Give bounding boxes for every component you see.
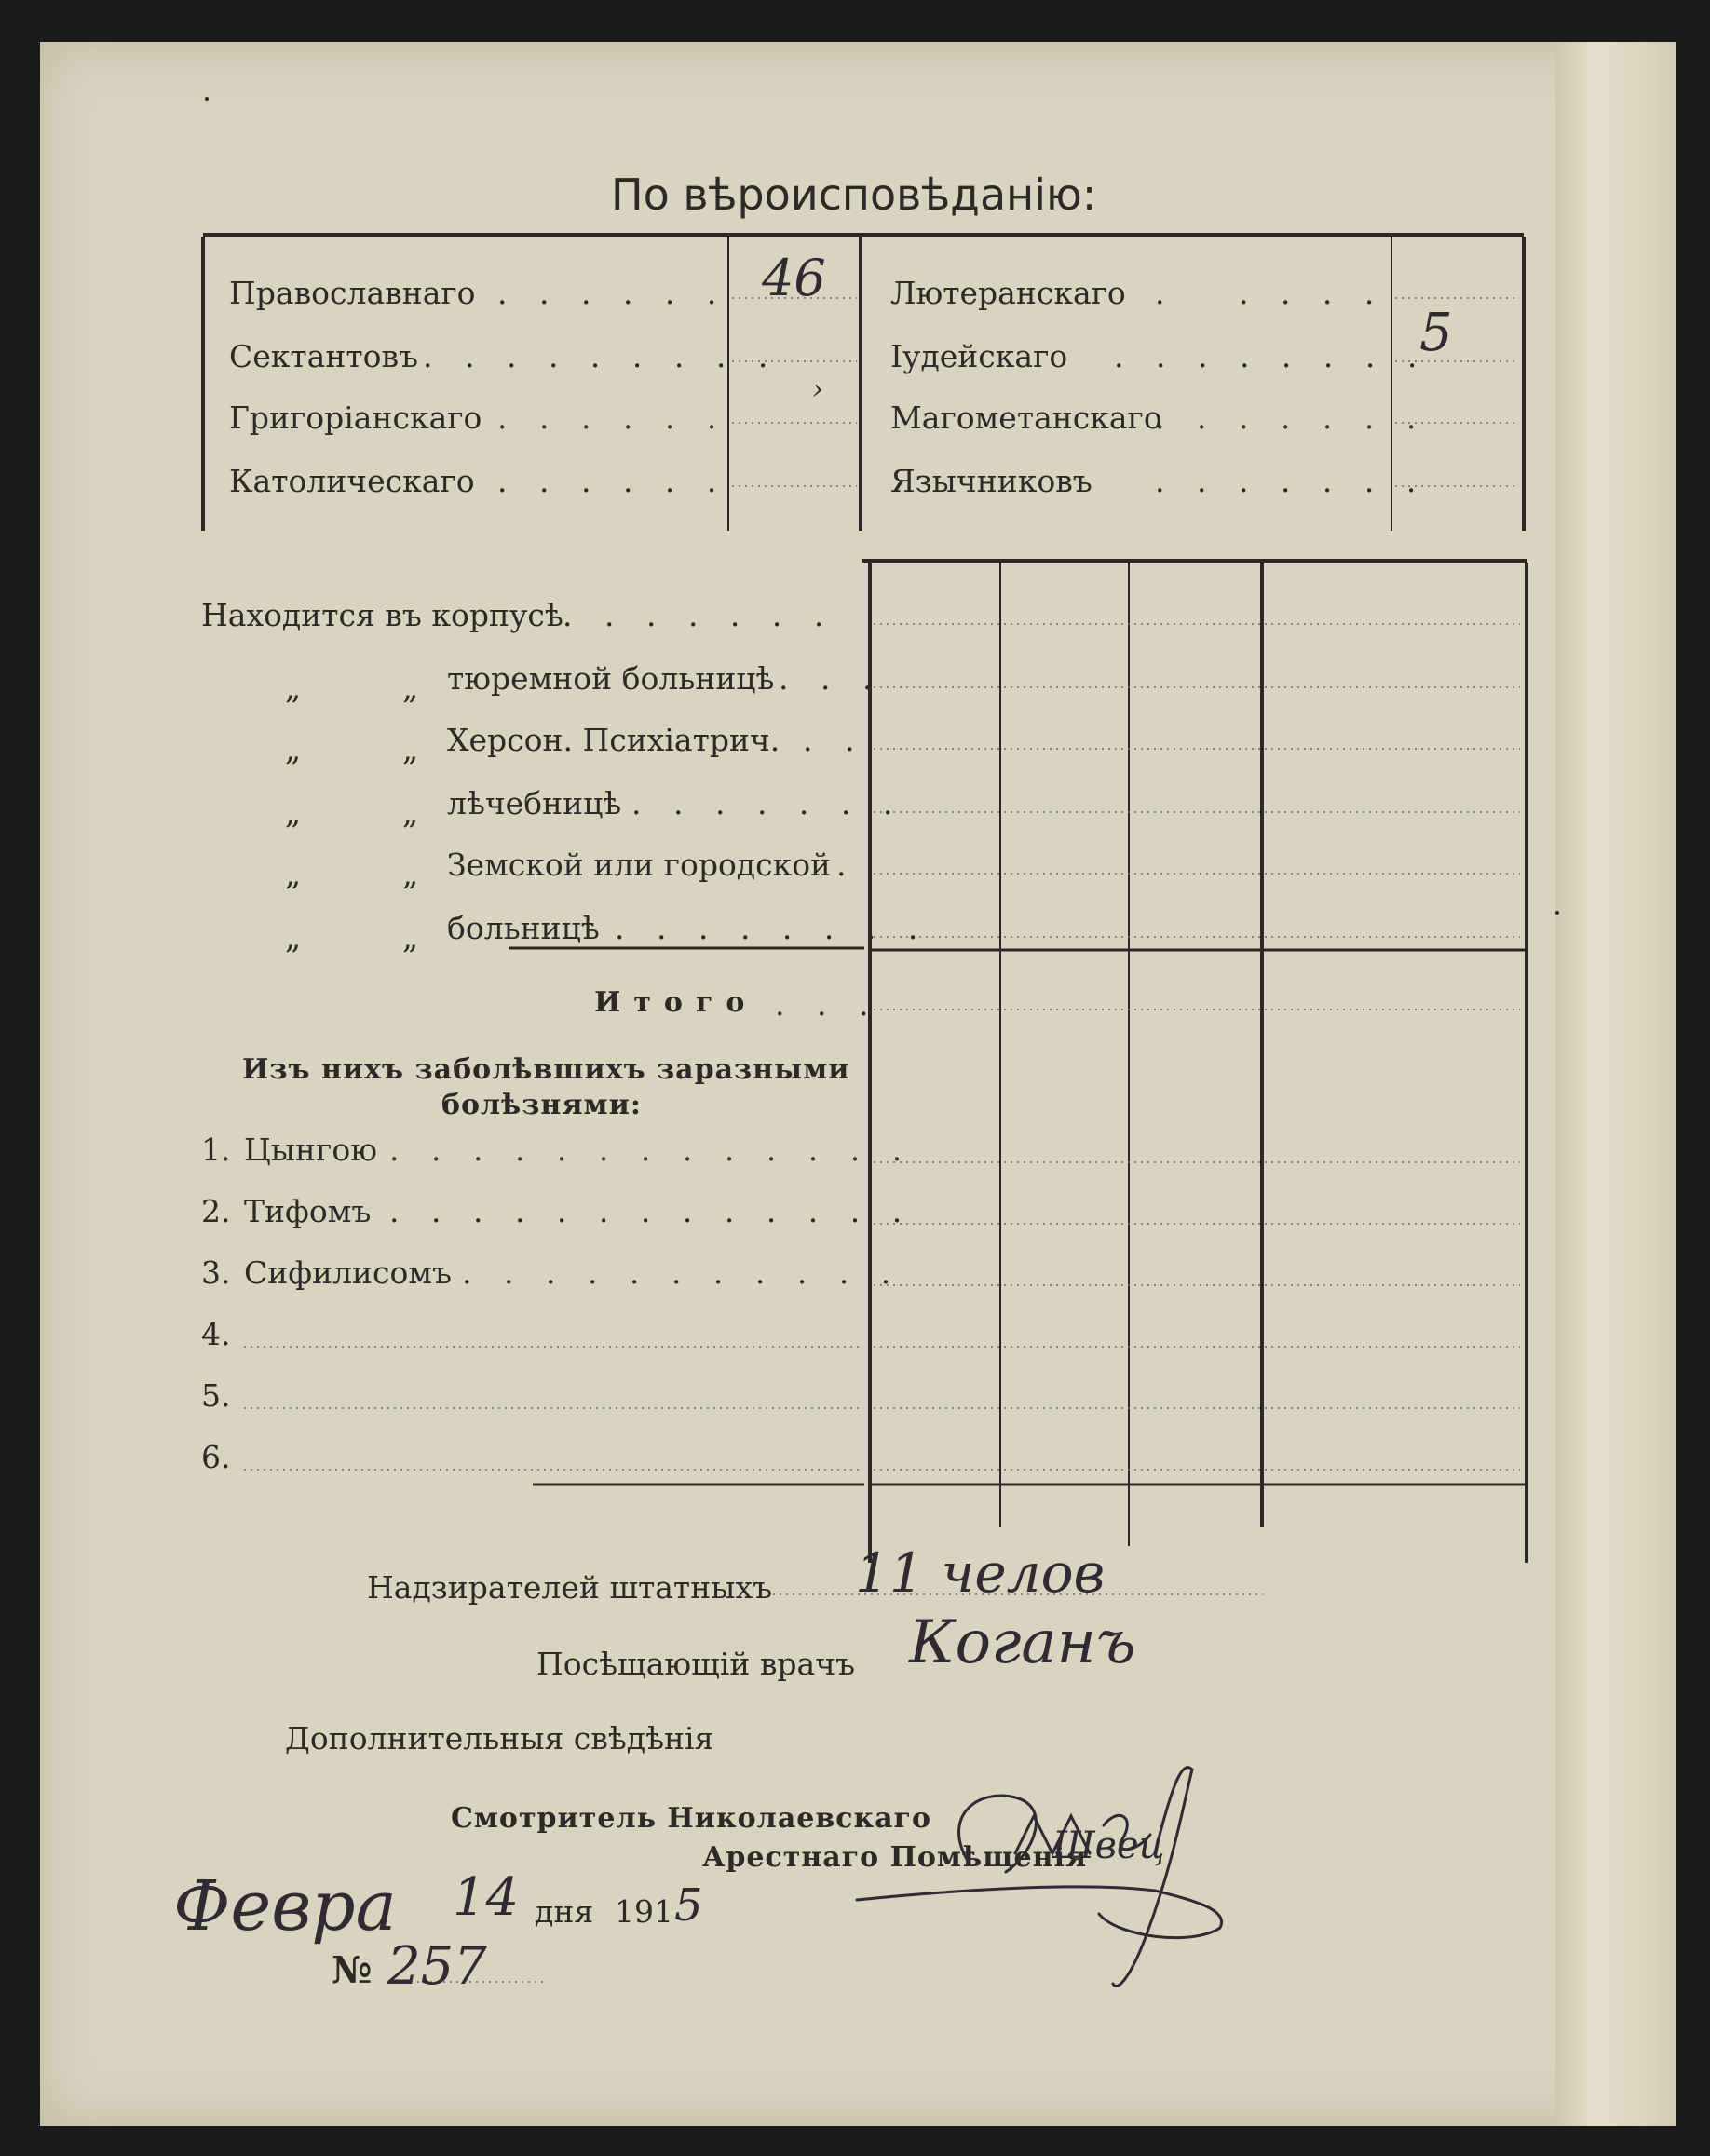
leader-dots: . . . . . . . xyxy=(1155,463,1428,499)
religion-label-pagan: Язычниковъ xyxy=(890,463,1092,499)
disease-num: 5. xyxy=(201,1377,231,1414)
disease-num: 6. xyxy=(201,1439,231,1475)
disease-num: 4. xyxy=(201,1316,231,1352)
number-sign: № xyxy=(332,1948,373,1992)
religion-label-sectarians: Сектантовъ xyxy=(229,338,419,374)
religion-label-catholic: Католическаго xyxy=(229,463,475,499)
disease-label-scurvy: Цынгою xyxy=(244,1132,377,1168)
handwritten-orthodox-count: 46 xyxy=(762,249,826,307)
ditto-mark: „ xyxy=(402,731,419,767)
leader-dots: . . . . . . . xyxy=(631,785,904,821)
location-label-corps: Находится въ корпусѣ xyxy=(201,597,563,633)
handwritten-document-number: 257 xyxy=(387,1936,487,1997)
religion-label-lutheran: Лютеранскаго xyxy=(890,275,1126,311)
leader-dots: . . . . . xyxy=(1155,275,1386,311)
location-label-zemstvo: Земской или городской xyxy=(447,847,832,883)
leader-dots: . . xyxy=(803,722,866,758)
disease-label-syphilis: Сифилисомъ xyxy=(244,1254,453,1291)
leader-dots: . . . . . . . . . . . . . xyxy=(389,1193,914,1229)
leader-dots: . . . . . . . . . . . . . xyxy=(389,1132,914,1168)
leader-dots: . xyxy=(836,847,847,883)
wardens-label: Надзирателей штатныхъ xyxy=(367,1569,773,1606)
leader-dots: . . . xyxy=(779,660,884,697)
religion-label-orthodox: Православнаго xyxy=(229,275,476,311)
leader-dots: . . . . . . xyxy=(497,400,728,436)
location-label-hospital: больницѣ xyxy=(447,910,600,946)
leader-dots: . . . . . . . xyxy=(563,597,835,633)
official-title-2: Арестнаго Помѣщенія xyxy=(702,1841,1088,1874)
leader-dots: . . . . . . . . xyxy=(1114,338,1429,374)
ditto-mark: „ xyxy=(402,856,419,892)
page-title: По вѣроисповѣданію: xyxy=(611,169,1097,220)
religion-label-gregorian: Григоріанскаго xyxy=(229,400,482,436)
ditto-mark: „ xyxy=(402,919,419,956)
religion-label-muslim: Магометанскаго xyxy=(890,400,1162,436)
ditto-mark: „ xyxy=(285,794,302,831)
extra-info-label: Дополнительныя свѣдѣнія xyxy=(285,1720,714,1756)
disease-num: 3. xyxy=(201,1254,231,1291)
year-printed: 191 xyxy=(615,1893,673,1930)
ditto-mark: „ xyxy=(285,856,302,892)
handwritten-month: Февра xyxy=(173,1866,397,1946)
leader-dots: . . . . . . . xyxy=(1155,400,1428,436)
ditto-mark: „ xyxy=(402,670,419,706)
signature xyxy=(838,1751,1267,2012)
signature-text: Швец xyxy=(1052,1824,1165,1867)
handwritten-mark: › xyxy=(812,373,823,406)
ditto-mark: „ xyxy=(285,731,302,767)
leader-dots: . . . . . . . . xyxy=(615,910,930,946)
handwritten-wardens-count: 11 челов xyxy=(855,1541,1106,1605)
day-word: дня xyxy=(535,1893,594,1930)
disease-label-typhus: Тифомъ xyxy=(244,1193,372,1229)
doctor-label: Посѣщающій врачъ xyxy=(536,1646,856,1682)
handwritten-day: 14 xyxy=(453,1867,520,1928)
handwritten-judaic-count: 5 xyxy=(1419,303,1453,363)
location-label-kherson-psych: Херсон. Психіатрич. xyxy=(447,722,780,758)
disease-num: 1. xyxy=(201,1132,231,1168)
infectious-heading: Изъ нихъ заболѣвшихъ заразными xyxy=(242,1053,850,1086)
leader-dots: . . . . . . xyxy=(497,275,728,311)
official-title: Смотритель Николаевскаго xyxy=(451,1802,931,1835)
infectious-heading-2: болѣзнями: xyxy=(441,1089,642,1121)
total-label: Итого xyxy=(594,986,758,1019)
ditto-mark: „ xyxy=(285,919,302,956)
leader-dots: . . . . . . . . . xyxy=(423,338,780,374)
leader-dots: . . . . . . . . . . . xyxy=(462,1254,902,1291)
location-label-prison-hospital: тюремной больницѣ xyxy=(447,660,775,697)
ditto-mark: „ xyxy=(285,670,302,706)
location-label-clinic: лѣчебницѣ xyxy=(447,785,622,821)
handwritten-year-digit: 5 xyxy=(674,1879,703,1932)
leader-dots: . . . . . . xyxy=(497,463,728,499)
ditto-mark: „ xyxy=(402,794,419,831)
leader-dots: . . . xyxy=(775,986,880,1023)
disease-num: 2. xyxy=(201,1193,231,1229)
handwritten-doctor-name: Коганъ xyxy=(909,1608,1136,1677)
religion-label-judaic: Іудейскаго xyxy=(890,338,1068,374)
